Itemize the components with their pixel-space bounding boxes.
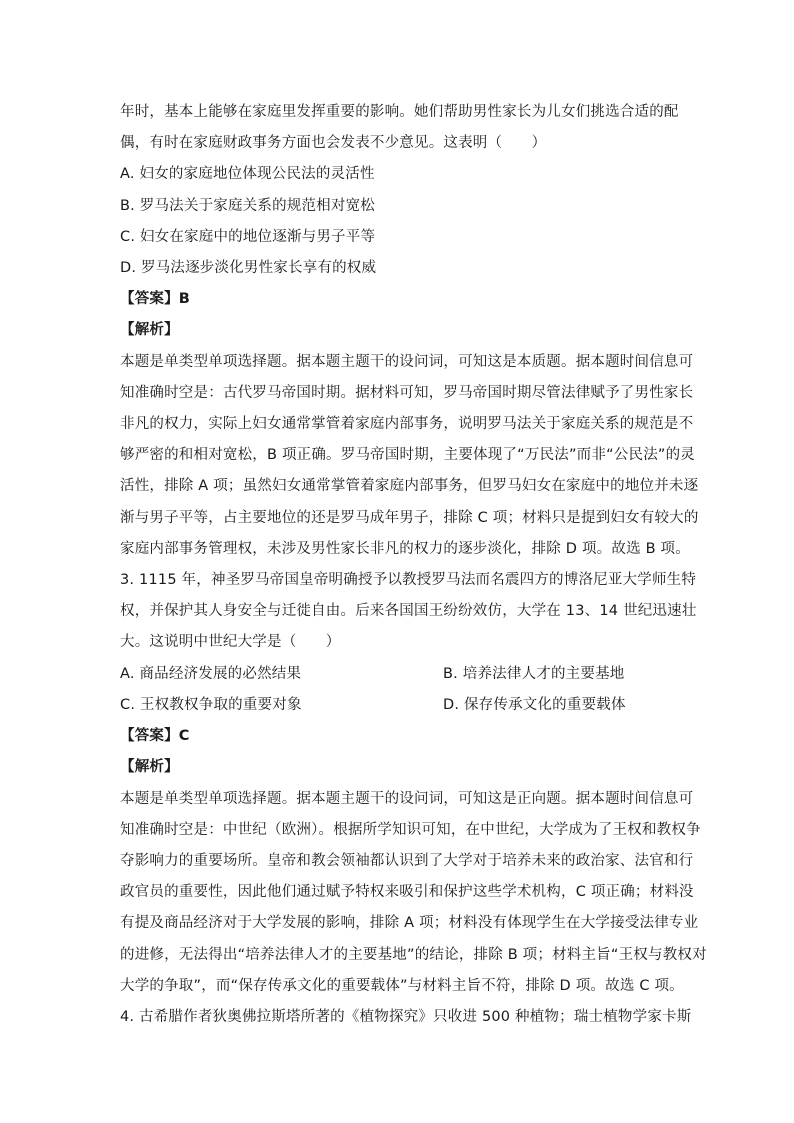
- q2-stem-line: 年时，基本上能够在家庭里发挥重要的影响。她们帮助男性家长为儿女们挑选合适的配: [120, 104, 679, 120]
- q3-analysis-line: 的进修，无法得出“培养法律人才的主要基地”的结论，排除 B 项；材料主旨“王权与教权对: [120, 947, 707, 963]
- q4-stem-line: 4. 古希腊作者狄奥佛拉斯塔所著的《植物探究》只收进 500 种植物；瑞士植物学家卡斯: [120, 1009, 692, 1025]
- q3-option-d: D. 保存传承文化的重要载体: [443, 697, 626, 713]
- q2-analysis-line: 渐与男子平等，占主要地位的还是罗马成年男子，排除 C 项；材料只是提到妇女有较大的: [120, 510, 699, 526]
- q2-analysis-line: 活性，排除 A 项；虽然妇女通常掌管着家庭内部事务，但罗马妇女在家庭中的地位并未逐: [120, 478, 699, 494]
- q3-stem-line: 3. 1115 年，神圣罗马帝国皇帝明确授予以教授罗马法而名震四方的博洛尼亚大学师生特: [120, 572, 697, 588]
- q2-analysis-line: 本题是单类型单项选择题。据本题主题干的设问词，可知这是本质题。据本题时间信息可: [120, 354, 694, 370]
- q2-analysis-line: 够严密的和相对宽松，B 项正确。罗马帝国时期，主要体现了“万民法”而非“公民法”的灵: [120, 447, 696, 463]
- q3-analysis-line: 本题是单类型单项选择题。据本题主题干的设问词，可知这是正向题。据本题时间信息可: [120, 791, 694, 807]
- q2-analysis-line: 家庭内部事务管理权，未涉及男性家长非凡的权力的逐步淡化，排除 D 项。故选 B 项。: [120, 541, 690, 557]
- q3-analysis-line: 有提及商品经济对于大学发展的影响，排除 A 项；材料没有体现学生在大学接受法律专业: [120, 915, 699, 931]
- q2-analysis-line: 知准确时空是：古代罗马帝国时期。据材料可知，罗马帝国时期尽管法律赋予了男性家长: [120, 385, 694, 401]
- q3-analysis-line: 大学的争取”，而“保存传承文化的重要载体”与材料主旨不符，排除 D 项。故选 C 项。: [120, 978, 684, 994]
- q2-answer: 【答案】B: [120, 291, 191, 307]
- q3-analysis-line: 知准确时空是：中世纪（欧洲）。根据所学知识可知，在中世纪，大学成为了王权和教权争: [120, 822, 701, 838]
- q2-stem-line: 偶，有时在家庭财政事务方面也会发表不少意见。这表明（ ）: [120, 135, 547, 151]
- q3-option-b: B. 培养法律人才的主要基地: [443, 666, 625, 682]
- q3-stem-line: 权，并保护其人身安全与迁徙自由。后来各国国王纷纷效仿，大学在 13、14 世纪迅速壮: [120, 603, 697, 619]
- q2-option-c: C. 妇女在家庭中的地位逐渐与男子平等: [120, 229, 376, 245]
- q3-option-a: A. 商品经济发展的必然结果: [120, 666, 302, 682]
- q3-answer: 【答案】C: [120, 728, 190, 744]
- q3-analysis-label: 【解析】: [120, 759, 179, 775]
- q2-option-b: B. 罗马法关于家庭关系的规范相对宽松: [120, 198, 375, 214]
- q3-stem-line: 大。这说明中世纪大学是（ ）: [120, 634, 341, 650]
- q3-option-c: C. 王权教权争取的重要对象: [120, 697, 302, 713]
- q3-analysis-line: 夺影响力的重要场所。皇帝和教会领袖都认识到了大学对于培养未来的政治家、法官和行: [120, 853, 694, 869]
- q2-option-a: A. 妇女的家庭地位体现公民法的灵活性: [120, 166, 375, 182]
- q2-analysis-label: 【解析】: [120, 322, 179, 338]
- q2-analysis-line: 非凡的权力，实际上妇女通常掌管着家庭内部事务，说明罗马法关于家庭关系的规范是不: [120, 416, 694, 432]
- q3-analysis-line: 政官员的重要性，因此他们通过赋予特权来吸引和保护这些学术机构，C 项正确；材料没: [120, 884, 694, 900]
- q2-option-d: D. 罗马法逐步淡化男性家长享有的权威: [120, 260, 377, 276]
